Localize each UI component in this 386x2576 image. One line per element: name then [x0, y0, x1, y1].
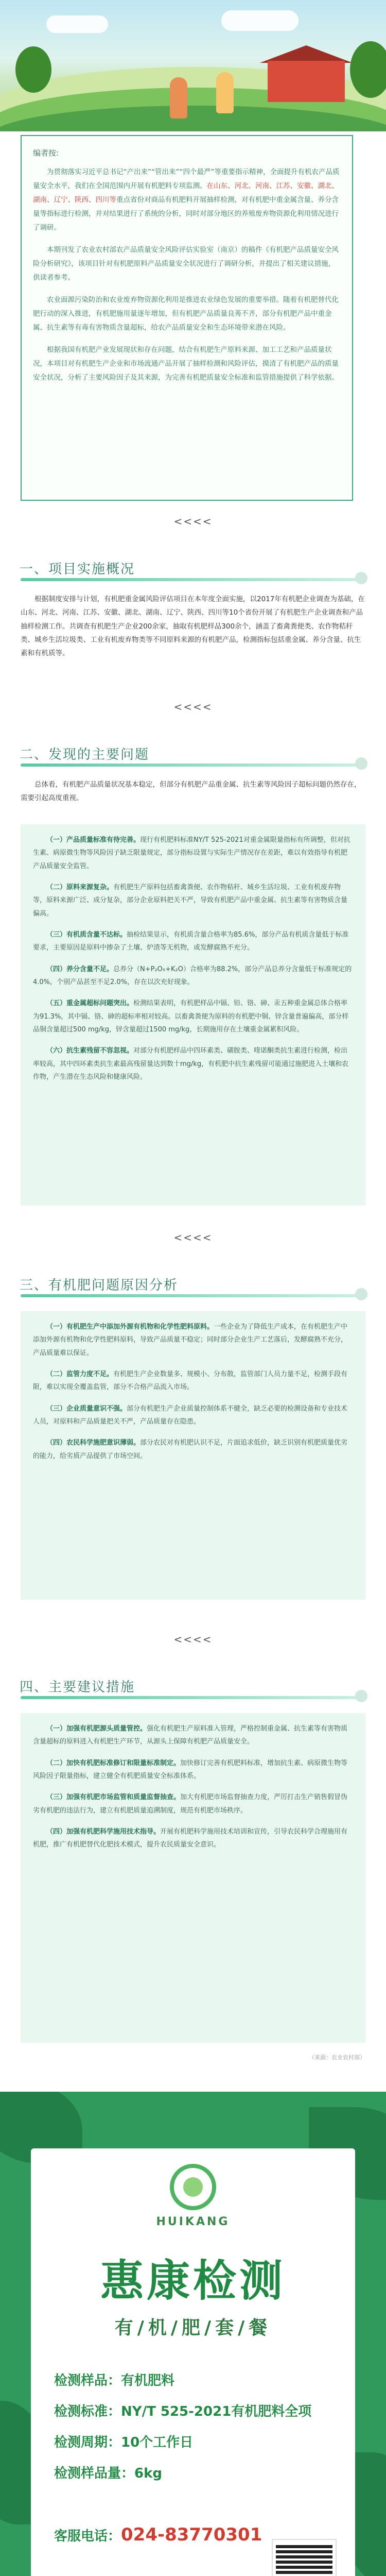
finding-head: （一）产品质量标准有待完善。: [46, 836, 141, 844]
section-title-block: [0, 1669, 386, 1705]
suggestion-item: [33, 1791, 353, 1817]
causes-panel: [21, 1311, 365, 1600]
finding-item: [33, 881, 353, 920]
section-underline: [21, 1294, 360, 1297]
section-divider-arrows: <<<<: [173, 515, 213, 528]
section-dot: [355, 572, 367, 584]
finding-head: （六）抗生素残留不容忽视。: [46, 1047, 134, 1055]
finding-head: （四）养分含量不足。: [46, 965, 114, 973]
suggestion-item: [33, 1722, 353, 1749]
finding-item: [33, 997, 353, 1036]
ad-subtitle: 有/机/肥/套/餐: [114, 2317, 272, 2338]
farm-hero-illustration: [0, 0, 386, 131]
editor-note-paragraph: [33, 165, 341, 235]
editor-note-box: [21, 135, 353, 501]
suggestion-item: [33, 1825, 353, 1852]
suggestion-head: （一）加强有机肥源头质量管控。: [46, 1725, 147, 1733]
finding-item: [33, 834, 353, 873]
phone-number[interactable]: 024-83770301: [121, 2524, 262, 2545]
cause-body: 一些企业为了降低生产成本，在有机肥生产中添加外源有机物和化学性肥料原料，导致产品质量不稳定；同时部分企业生产工艺落后，发酵腐熟不充分，产品质量难以保证。: [33, 1323, 348, 1357]
source-note: （来源：农业农村部）: [309, 2054, 365, 2061]
section-paragraph: 根据制度安排与计划，有机肥重金属风险评估项目在本年度全面实施，以2017年有机肥企业调查为基础，在山东、河北、河南、江苏、安徽、湖北、湖南、辽宁、陕西、四川等10个省份开展了有机肥生产企业调查和产品抽样检测工作。共调查有机肥生产企业200余家，抽取有机肥样品300余个，涵盖了畜禽粪便类、农作物秸秆类、城乡生活垃圾类、工业有机废弃物类等不同原料来源的有机肥产品，检测指标包括重金属、养分含量、抗生素和有机质等。: [21, 595, 365, 658]
suggestion-head: （二）加快有机肥标准修订和限量标准制定。: [46, 1759, 181, 1767]
suggestion-body: 开展有机肥科学施用技术培训和宣传，引导农民科学合理施用有机肥，推广有机肥替代化肥技术模式，提升农民质量安全意识。: [33, 1828, 348, 1849]
text-run: 重点省份对商品有机肥料开展抽样检测，对有机肥中重金属含量、养分含量等指标进行检测，并对结果进行了系统的分析，同时对部分地区的养殖废弃物资源化利用情况进行了调研。: [33, 196, 339, 232]
text-run: 为贯彻落实习近平总书记“产出来”“管出来”“四个最严”等重要指示精神，全面提升有机农产品质量安全水平，我们在全国范围内开展有机肥料专项监测。: [33, 168, 340, 190]
huikang-logo-icon: [170, 2164, 216, 2210]
farmer-figure: [216, 72, 234, 113]
section-title-block: [0, 551, 386, 587]
cause-head: （四）农民科学施肥意识薄弱。: [46, 1439, 141, 1447]
farmer-figure: [170, 77, 187, 118]
suggestion-head: （三）加强有机肥市场监管和质量监督抽查。: [46, 1793, 181, 1802]
cause-item: [33, 1402, 353, 1429]
section-dot: [355, 757, 367, 770]
highlight-run: 在山东、河北、河南、江苏、安徽、湖北、湖南、辽宁、陕西、四川等: [33, 182, 339, 204]
cloud-shape: [46, 15, 108, 33]
tree-shape: [350, 41, 386, 98]
finding-body: 总养分（N+P₂O₅+K₂O）合格率为88.2%，部分产品总养分含量低于标准规定的4.0%，个别产品甚至不足2.0%，存在以次充好现象。: [33, 965, 352, 987]
finding-item: [33, 963, 353, 989]
section-title-block: [0, 737, 386, 773]
finding-body: 对部分有机肥样品中四环素类、磺胺类、喹诺酮类抗生素进行检测，检出率较高，其中四环素类抗生素最高残留量达到数十mg/kg，有机肥中抗生素残留可能通过施肥进入土壤和农作物，产生潜在生态风险和健康风险。: [33, 1047, 349, 1081]
editor-note-salute: 编者按:: [33, 148, 59, 158]
section-divider-arrows: <<<<: [173, 1633, 213, 1646]
suggestion-item: [33, 1757, 353, 1783]
ad-title: 惠康检测: [100, 2256, 286, 2306]
editor-note-paragraph: 本期刊发了农业农村部农产品质量安全风险评估实验室（南京）的稿件《有机肥产品质量安全风险分析研究》，该项目针对有机肥原料产品质量安全状况进行了调研分析，并提出了相关建议措施，供读者参考。: [33, 246, 339, 282]
cause-head: （三）企业质量意识不强。: [46, 1404, 127, 1413]
editor-note-paragraph: 根据我国有机肥产业发展现状和存在问题，结合有机肥生产原料来源、加工工艺和产品质量状况，本项目对有机肥生产企业和市场流通产品开展了抽样检测和风险评估，摸清了有机肥产品的质量安全状况，分析了主要风险因子及其来源，为完善有机肥质量安全标准和监管措施提供了科学依据。: [33, 346, 339, 382]
ad-info-line: 检测样品：有机肥料: [54, 2373, 175, 2388]
ad-brand: HUIKANG: [156, 2215, 230, 2228]
qr-code-icon[interactable]: [273, 2540, 336, 2576]
cause-body: 部分农民对有机肥认识不足，片面追求低价，缺乏识别有机肥质量优劣的能力，给劣质产品提供了市场空间。: [33, 1439, 348, 1460]
findings-panel: [21, 824, 365, 1206]
cause-head: （二）监管力度不足。: [46, 1370, 114, 1379]
section-underline: [21, 764, 360, 767]
finding-item: [33, 1044, 353, 1083]
suggestion-head: （四）加强有机肥科学施用技术指导。: [46, 1828, 161, 1836]
section-divider-arrows: <<<<: [173, 701, 213, 713]
finding-head: （五）重金属超标问题突出。: [46, 999, 134, 1008]
cloud-shape: [221, 10, 299, 31]
section-title: 二、发现的主要问题: [20, 747, 150, 762]
ad-info-line: 检测标准：NY/T 525-2021有机肥料全项: [54, 2404, 312, 2419]
cause-body: 部分有机肥生产企业质量控制体系不健全，缺乏必要的检测设备和专业技术人员，对原料和产品质量把关不严，产品质量存在隐患。: [33, 1404, 348, 1426]
barn-shape: [268, 61, 345, 102]
section-divider-arrows: <<<<: [173, 1231, 213, 1244]
ad-card: [31, 2148, 355, 2576]
finding-body: 抽检结果显示，有机质含量合格率为85.6%，部分产品有机质含量低于标准要求，主要原因是原料中掺杂了土壤、炉渣等无机物，或发酵腐熟不充分。: [33, 931, 349, 952]
tree-shape: [15, 46, 51, 93]
barn-roof-shape: [260, 45, 353, 63]
finding-head: （二）原料来源复杂。: [46, 884, 114, 892]
section-title-block: [0, 1267, 386, 1303]
finding-body: 有机肥生产原料包括畜禽粪便、农作物秸秆、城乡生活垃圾、工业有机废弃物等，原料来源广泛、成分复杂，部分企业原料把关不严，导致有机肥产品中重金属、抗生素等有害物质含量偏高。: [33, 884, 348, 918]
cause-item: [33, 1368, 353, 1394]
phone-label: 客服电话：: [54, 2529, 121, 2544]
editor-note-paragraph: 农业面源污染防治和农业废弃物资源化利用是推进农业绿色发展的重要举措。随着有机肥替代化肥行动的深入推进，有机肥施用量逐年增加，但有机肥产品质量良莠不齐，部分有机肥产品中重金属、抗生素等有毒有害物质含量超标，给农产品质量安全和生态环境带来潜在风险。: [33, 296, 339, 332]
section-title: 四、主要建议措施: [20, 1680, 135, 1695]
cause-body: 有机肥生产企业数量多、规模小、分布散，监管部门人员力量不足，检测手段有限，难以实现全覆盖监管，部分不合格产品流入市场。: [33, 1370, 348, 1392]
cause-head: （一）有机肥生产中添加外源有机物和化学性肥料原料。: [46, 1323, 214, 1331]
ad-info-line: 检测周期：10个工作日: [54, 2435, 194, 2450]
finding-head: （三）有机质含量不达标。: [46, 931, 127, 939]
finding-item: [33, 928, 353, 955]
section-title: 三、有机肥问题原因分析: [20, 1278, 179, 1293]
suggestions-panel: [21, 1713, 365, 2043]
section-paragraph: 总体看，有机肥产品质量状况基本稳定，但部分有机肥产品重金属、抗生素等风险因子超标问题仍然存在，需要引起高度重视。: [21, 781, 361, 803]
section-dot: [355, 1690, 367, 1702]
huikang-advertisement[interactable]: [0, 2092, 386, 2576]
suggestion-body: 强化有机肥生产原料准入管理，严格控制重金属、抗生素等有害物质含量超标的原料进入有机肥生产环节，从源头上保障有机肥产品质量安全。: [33, 1725, 348, 1746]
section-underline: [21, 1696, 360, 1699]
cause-item: [33, 1320, 353, 1360]
finding-body: 现行有机肥料标准NY/T 525-2021对重金属限量指标有所调整，但对抗生素、病原微生物等风险因子缺乏限量规定，部分指标设置与实际生产情况存在差距，难以有效指导有机肥产品质量安全监管。: [33, 836, 350, 870]
section-title: 一、项目实施概况: [20, 562, 135, 577]
finding-body: 检测结果表明，有机肥样品中镉、铅、铬、砷、汞五种重金属总体合格率为91.3%，其中镉、铬、砷的超标率相对较高。以畜禽粪便为原料的有机肥中铜、锌含量普遍偏高，部分样品铜含量超过500 mg/kg，锌含量超过1500 mg/kg，长期施用存在土壤重金属累积风险。: [33, 999, 349, 1034]
section-underline: [21, 578, 360, 581]
suggestion-body: 加快修订完善有机肥料标准，增加抗生素、病原微生物等风险因子限量指标，建立健全有机肥质量安全标准体系。: [33, 1759, 348, 1781]
cause-item: [33, 1436, 353, 1463]
ad-phone-block[interactable]: [54, 2524, 262, 2545]
suggestion-body: 加大有机肥市场监督抽查力度，严厉打击生产销售假冒伪劣有机肥的违法行为，建立有机肥质量追溯制度，规范有机肥市场秩序。: [33, 1793, 348, 1815]
section-dot: [355, 1288, 367, 1300]
ad-info-line: 检测样品量：6kg: [54, 2466, 162, 2481]
